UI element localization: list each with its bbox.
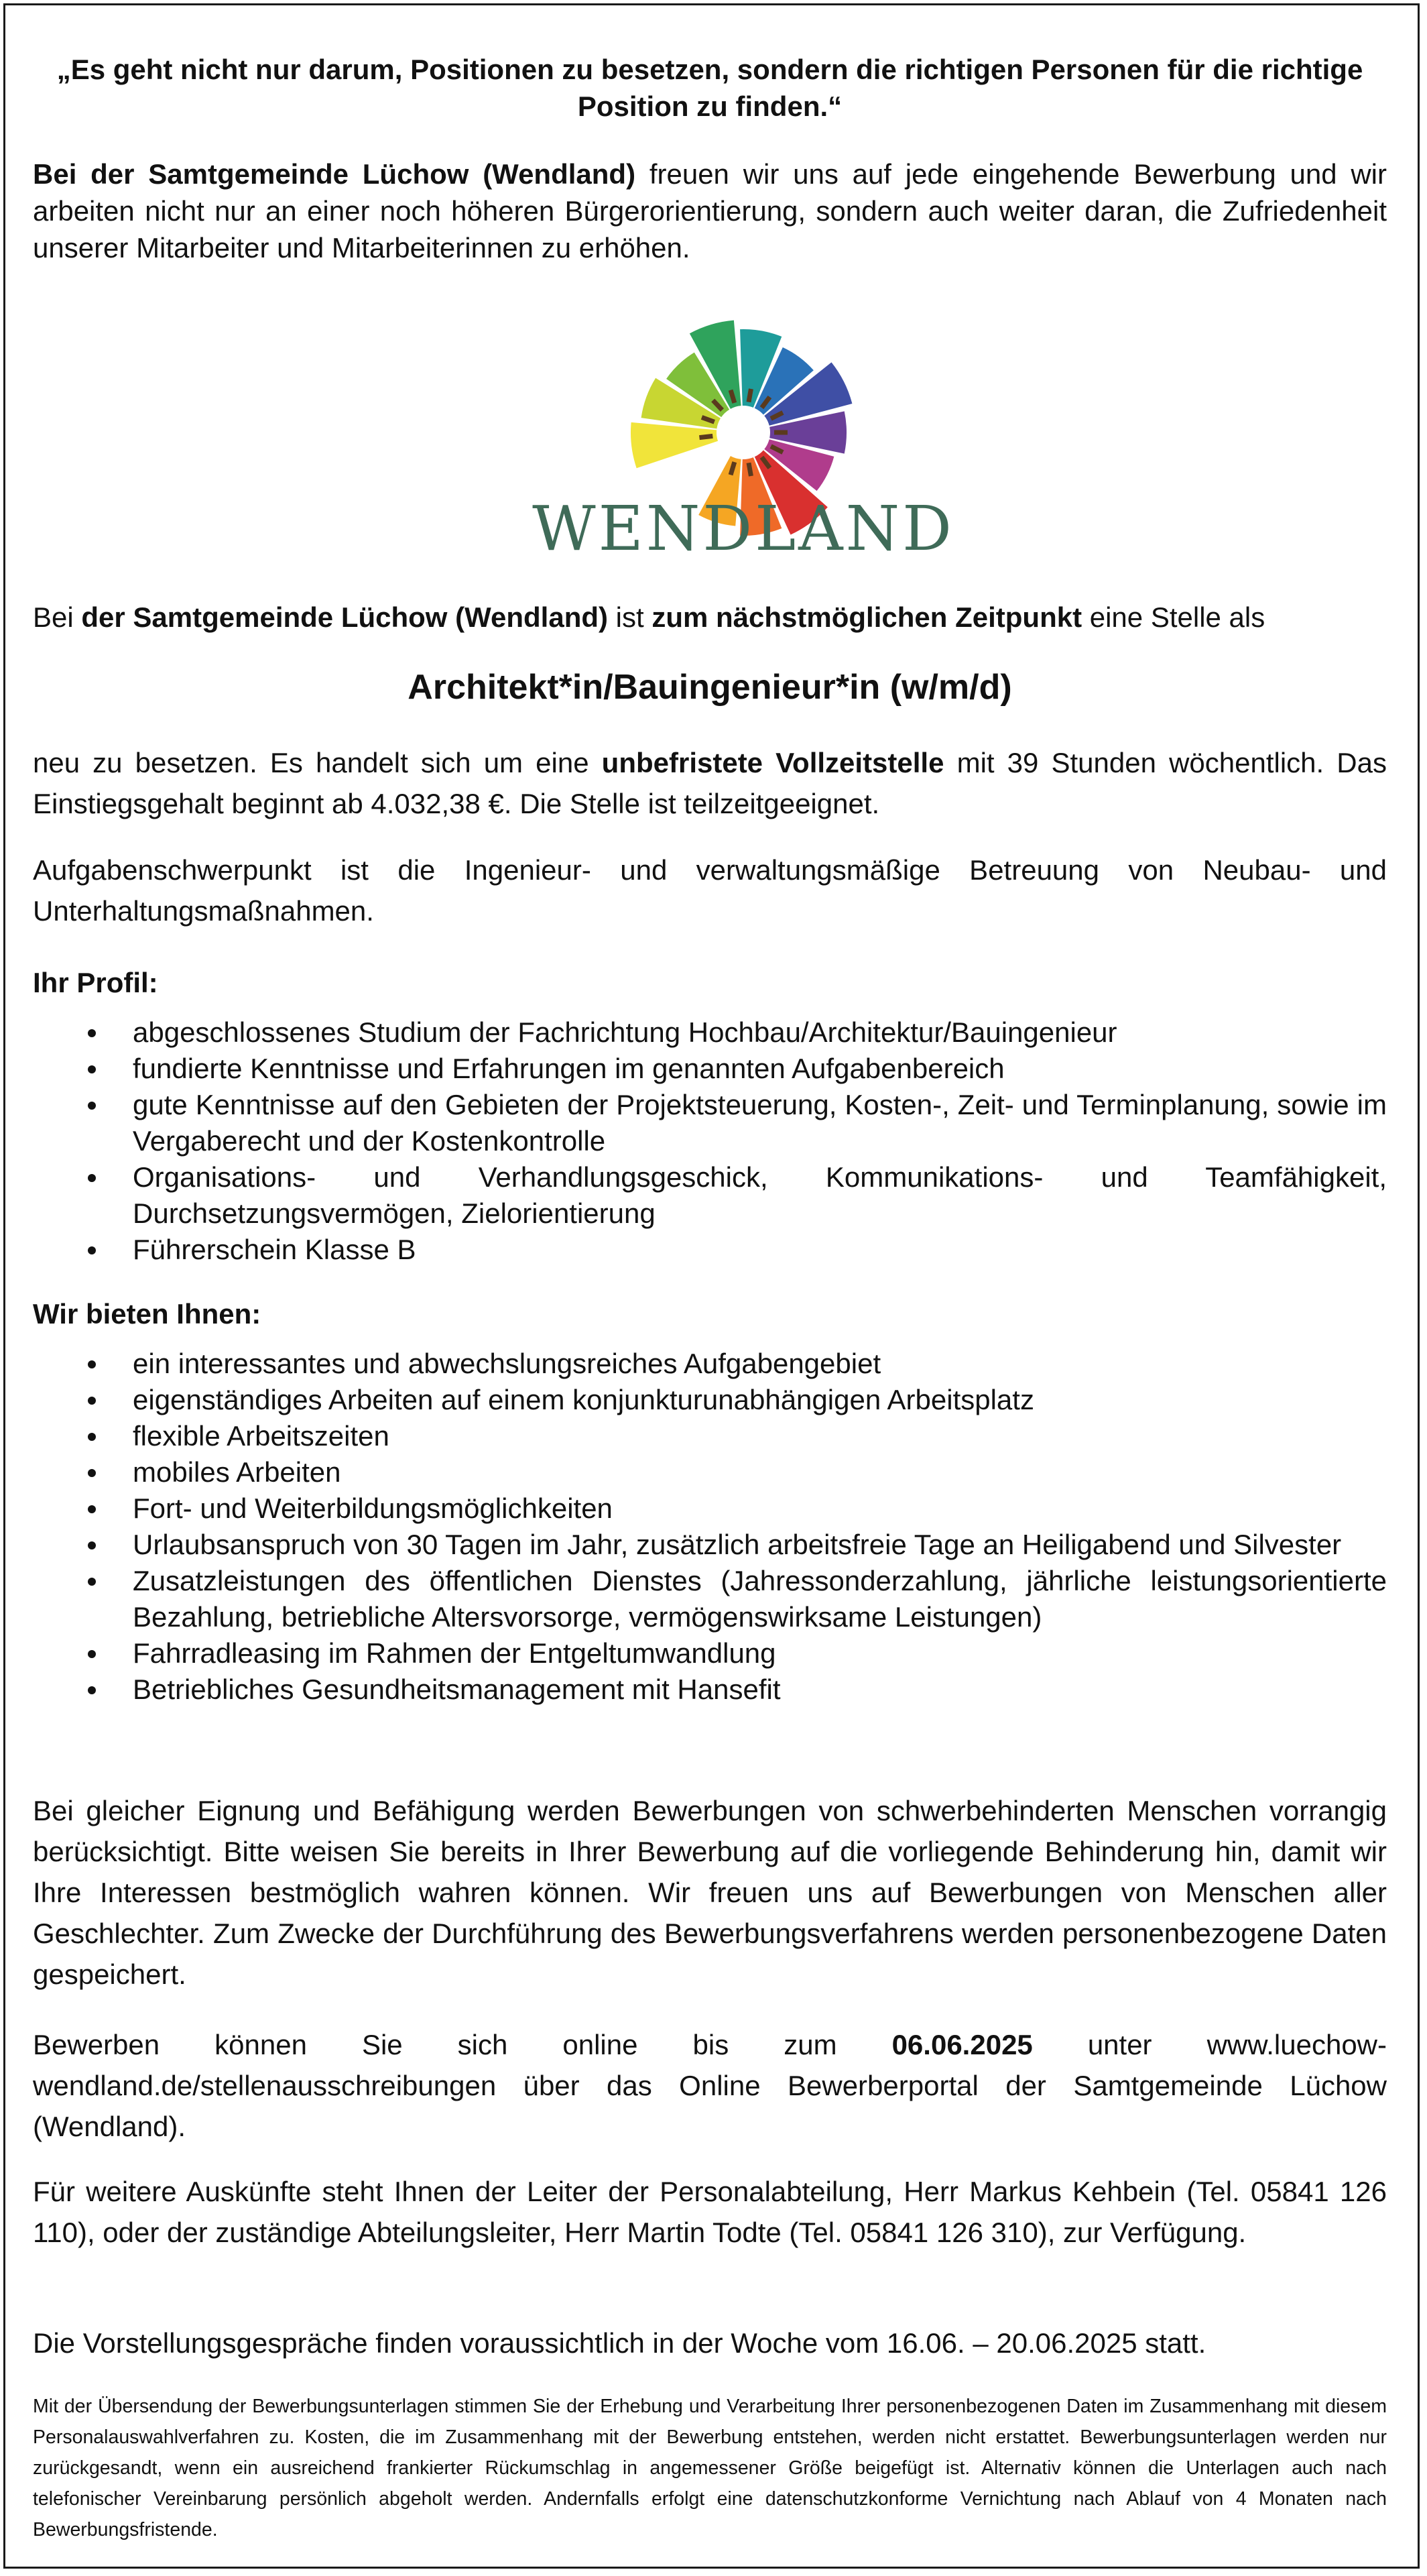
job-title: Architekt*in/Bauingenieur*in (w/m/d) (408, 668, 1012, 707)
intro-org: Bei der Samtgemeinde Lüchow (Wendland) (33, 158, 636, 190)
profile-item-text: Führerschein Klasse B (133, 1234, 416, 1265)
offer-item-text: mobiles Arbeiten (133, 1456, 341, 1488)
logo-ray (699, 436, 712, 437)
bullet-icon (88, 1541, 96, 1549)
quote: „Es geht nicht nur darum, Positionen zu besetzen, sondern die richtigen Personen für die richtige Position zu finden.“ (56, 54, 1363, 122)
profile-list (33, 1014, 1387, 1268)
offer-item (33, 1527, 1387, 1563)
position-paragraph (33, 742, 1387, 824)
bullet-icon (88, 1360, 96, 1368)
lead-org: der Samtgemeinde Lüchow (Wendland) (81, 601, 609, 633)
offer-item (33, 1490, 1387, 1527)
lead-sentence (33, 599, 1387, 636)
offer-item-text: Fahrradleasing im Rahmen der Entgeltumwandlung (133, 1637, 776, 1669)
offer-item-text: Fort- und Weiterbildungsmöglichkeiten (133, 1492, 613, 1524)
wendland-logo-graphic (532, 302, 954, 567)
profile-item-text: fundierte Kenntnisse und Erfahrungen im genannten Aufgabenbereich (133, 1053, 1005, 1084)
offer-item (33, 1418, 1387, 1454)
bullet-icon (88, 1686, 96, 1694)
bullet-icon (88, 1397, 96, 1405)
profile-item (33, 1051, 1387, 1087)
profile-heading: Ihr Profil: (33, 967, 158, 998)
bullet-icon (88, 1505, 96, 1513)
offer-item-text: Urlaubsanspruch von 30 Tagen im Jahr, zusätzlich arbeitsfreie Tage an Heiligabend und Silvester (133, 1529, 1342, 1560)
intro-paragraph (33, 156, 1387, 266)
equality-paragraph: Bei gleicher Eignung und Befähigung werden Bewerbungen von schwerbehinderten Menschen vorrangig berücksichtigt. Bitte weisen Sie bereits in Ihrer Bewerbung auf die vorliegende Behinderung hin, damit wir Ihre Interessen bestmöglich wahren können. Wir freuen uns auf Bewerbungen von Menschen aller Geschlechter. Zum Zwecke der Durchführung des Bewerbungsverfahrens werden personenbezogene Daten gespeichert. (33, 1795, 1387, 1990)
lead-start-date: zum nächstmöglichen Zeitpunkt (652, 601, 1082, 633)
profile-item (33, 1087, 1387, 1159)
profile-item-text: gute Kenntnisse auf den Gebieten der Projektsteuerung, Kosten-, Zeit- und Terminplanung, sowie im Vergaberecht und der Kostenkontrolle (133, 1089, 1387, 1157)
offer-item (33, 1382, 1387, 1418)
bullet-icon (88, 1650, 96, 1658)
bullet-icon (88, 1246, 96, 1254)
interviews-paragraph: Die Vorstellungsgespräche finden voraussichtlich in der Woche vom 16.06. – 20.06.2025 statt. (33, 2327, 1206, 2359)
logo-ray (749, 463, 751, 476)
bullet-icon (88, 1433, 96, 1441)
profile-item (33, 1159, 1387, 1232)
offer-item (33, 1672, 1387, 1708)
position-part-1: neu zu besetzen. Es handelt sich um eine (33, 747, 602, 778)
offer-item-text: flexible Arbeitszeiten (133, 1420, 389, 1452)
position-part-2: mit 39 Stunden wöchentlich. Das Einstiegsgehalt beginnt ab 4.032,38 €. Die Stelle ist teilzeitgeeignet. (33, 747, 1387, 819)
logo-wordmark: WENDLAND (532, 493, 954, 565)
logo-petal (631, 422, 718, 468)
apply-paragraph (33, 2024, 1387, 2147)
wendland-logo (532, 302, 954, 567)
offer-heading: Wir bieten Ihnen: (33, 1298, 261, 1330)
offer-item-text: Zusatzleistungen des öffentlichen Dienstes (Jahressonderzahlung, jährliche leistungsorientierte Bezahlung, betriebliche Altersvorsorge, vermögenswirksame Leistungen) (133, 1565, 1387, 1633)
apply-deadline: 06.06.2025 (891, 2029, 1033, 2060)
offer-item-text: ein interessantes und abwechslungsreiches Aufgabengebiet (133, 1348, 881, 1379)
logo-ray (749, 389, 751, 402)
position-type: unbefristete Vollzeitstelle (601, 747, 944, 778)
bullet-icon (88, 1469, 96, 1477)
offer-item (33, 1346, 1387, 1382)
contact-paragraph: Für weitere Auskünfte steht Ihnen der Leiter der Personalabteilung, Herr Markus Kehbein (Tel. 05841 126 110), oder der zuständige Abteilungsleiter, Herr Martin Todte (Tel. 05841 126 310), zur Verfügung. (33, 2176, 1387, 2248)
logo-center (721, 410, 766, 455)
focus-paragraph: Aufgabenschwerpunkt ist die Ingenieur- und verwaltungsmäßige Betreuung von Neubau- und Unterhaltungsmaßnahmen. (33, 854, 1387, 927)
lead-part-3: eine Stelle als (1082, 601, 1265, 633)
bullet-icon (88, 1578, 96, 1586)
bullet-icon (88, 1102, 96, 1110)
bullet-icon (88, 1029, 96, 1037)
profile-item-text: Organisations- und Verhandlungsgeschick, Kommunikations- und Teamfähigkeit, Durchsetzungsvermögen, Zielorientierung (133, 1161, 1387, 1229)
offer-item-text: Betriebliches Gesundheitsmanagement mit Hansefit (133, 1674, 781, 1705)
apply-part-2: unter www.luechow-wendland.de/stellenausschreibungen über das Online Bewerberportal der Samtgemeinde Lüchow (Wendland). (33, 2029, 1387, 2142)
offer-item (33, 1563, 1387, 1635)
privacy-notice: Mit der Übersendung der Bewerbungsunterlagen stimmen Sie der Erhebung und Verarbeitung Ihrer personenbezogenen Daten im Zusammenhang mit diesem Personalauswahlverfahren zu. Kosten, die im Zusammenhang mit der Bewerbung entstehen, werden nicht erstattet. Bewerbungsunterlagen werden nur zurückgesandt, wenn ein ausreichend frankierter Rückumschlag in angemessener Größe beigefügt ist. Alternativ können die Unterlagen auch nach telefonischer Vereinbarung persönlich abgeholt werden. Andernfalls erfolgt eine datenschutzkonforme Vernichtung nach Ablauf von 4 Monaten nach Bewerbungsfristende. (33, 2396, 1387, 2540)
intro-text: freuen wir uns auf jede eingehende Bewerbung und wir arbeiten nicht nur an einer noch höheren Bürgerorientierung, sondern auch weiter daran, die Zufriedenheit unserer Mitarbeiter und Mitarbeiterinnen zu erhöhen. (33, 158, 1387, 264)
offer-item-text: eigenständiges Arbeiten auf einem konjunkturunabhängigen Arbeitsplatz (133, 1384, 1034, 1415)
profile-item (33, 1232, 1387, 1268)
apply-part-1: Bewerben können Sie sich online bis zum (33, 2029, 892, 2060)
bullet-icon (88, 1065, 96, 1073)
profile-item (33, 1014, 1387, 1051)
lead-part-1: Bei (33, 601, 82, 633)
offer-item (33, 1635, 1387, 1672)
offer-list (33, 1346, 1387, 1708)
offer-item (33, 1454, 1387, 1490)
lead-part-2: ist (608, 601, 652, 633)
bullet-icon (88, 1174, 96, 1182)
profile-item-text: abgeschlossenes Studium der Fachrichtung Hochbau/Architektur/Bauingenieur (133, 1016, 1117, 1048)
